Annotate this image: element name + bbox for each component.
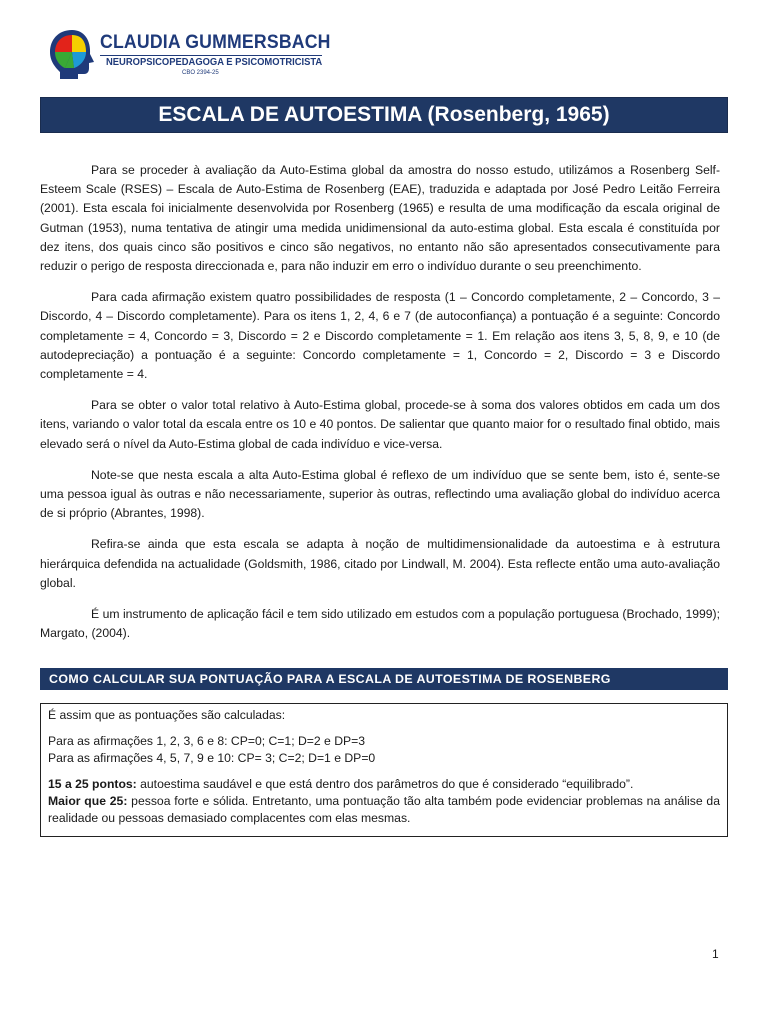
head-profile-logo-icon — [48, 28, 98, 80]
logo-subtitle: NEUROPSICOPEDAGOGA E PSICOMOTRICISTA — [106, 57, 323, 68]
body-text — [40, 161, 720, 655]
logo-name: CLAUDIA GUMMERSBACH — [100, 32, 331, 53]
section-title: COMO CALCULAR SUA PONTUAÇÃO PARA A ESCALA DE AUTOESTIMA DE ROSENBERG — [49, 672, 611, 686]
section-header — [40, 668, 728, 690]
title-bar — [40, 97, 728, 133]
page-title: ESCALA DE AUTOESTIMA (Rosenberg, 1965) — [158, 103, 610, 126]
score-range-label: Maior que 25: — [48, 794, 128, 808]
paragraph: É um instrumento de aplicação fácil e tem sido utilizado em estudos com a população portuguesa (Brochado, 1999); Margato, (2004). — [40, 607, 720, 641]
score-range-text: autoestima saudável e que está dentro dos parâmetros do que é considerado “equilibrado”. — [136, 777, 634, 791]
paragraph: Note-se que nesta escala a alta Auto-Estima global é reflexo de um indivíduo que se sente bem, isto é, sente-se uma pessoa igual às outras e não necessariamente, superior às outras, reflectindo uma avaliação global do indivíduo acerca de si próprio (Abrantes, 1998). — [40, 467, 720, 521]
paragraph: Refira-se ainda que esta escala se adapta à noção de multidimensionalidade da autoestima e à estrutura hierárquica defendida na actualidade (Goldsmith, 1986, citado por Lindwall, M. 2004). Esta reflecte então uma auto-avaliação global. — [40, 537, 720, 590]
score-range-item — [48, 793, 720, 827]
logo-cbo: CBO 2394-25 — [182, 70, 219, 76]
logo — [48, 24, 338, 86]
score-range-label: 15 a 25 pontos: — [48, 777, 137, 791]
scoring-intro: É assim que as pontuações são calculadas: — [48, 708, 286, 722]
scoring-rule: Para as afirmações 1, 2, 3, 6 e 8: CP=0; C=1; D=2 e DP=3 — [48, 734, 366, 748]
page-number: 1 — [712, 947, 719, 961]
paragraph: Para cada afirmação existem quatro possibilidades de resposta (1 – Concordo completamente, 2 – Concordo, 3 – Discordo, 4 – Discordo completamente). Para os itens 1, 2, 4, 6 e 7 (de autoconfiança) a pontuação é a seguinte: Concordo completamente = 4, Concordo = 3, Discordo = 2 e Discordo completamente = 1. Em relação aos itens 3, 5, 8, 9, e 10 (de autodepreciação) a pontuação é a seguinte: Concordo completamente = 1, Concordo = 2, Discordo = 3 e Discordo completamente = 4. — [40, 290, 720, 382]
score-range-text: pessoa forte e sólida. Entretanto, uma pontuação tão alta também pode evidenciar problemas na análise da realidade ou pessoas demasiado complacentes com elas mesmas. — [48, 794, 720, 825]
paragraph: Para se obter o valor total relativo à Auto-Estima global, procede-se à soma dos valores obtidos em cada um dos itens, variando o valor total da escala entre os 10 e 40 pontos. De salientar que quanto maior for o resultado final obtido, mais elevado será o nível da Auto-Estima global de cada indivíduo e vice-versa. — [40, 398, 720, 451]
logo-divider — [100, 55, 322, 56]
paragraph: Para se proceder à avaliação da Auto-Estima global da amostra do nosso estudo, utilizámos a Rosenberg Self-Esteem Scale (RSES) – Escala de Auto-Estima de Rosenberg (EAE), traduzida e adaptada por José Pedro Leitão Ferreira (2001). Esta escala foi inicialmente desenvolvida por Rosenberg (1965) e resulta de uma modificação da escala original de Gutman (1953), numa tentativa de atingir uma medida unidimensional da auto-estima global. Esta escala é constituída por dez itens, dos quais cinco são positivos e cinco são negativos, no entanto não são apresentados consecutivamente para reduzir o perigo de resposta direccionada e, para não induzir em erro o indivíduo durante o seu preenchimento. — [40, 163, 720, 274]
score-range-item — [48, 776, 720, 793]
scoring-box — [40, 703, 728, 837]
scoring-rule: Para as afirmações 4, 5, 7, 9 e 10: CP= 3; C=2; D=1 e DP=0 — [48, 751, 376, 765]
